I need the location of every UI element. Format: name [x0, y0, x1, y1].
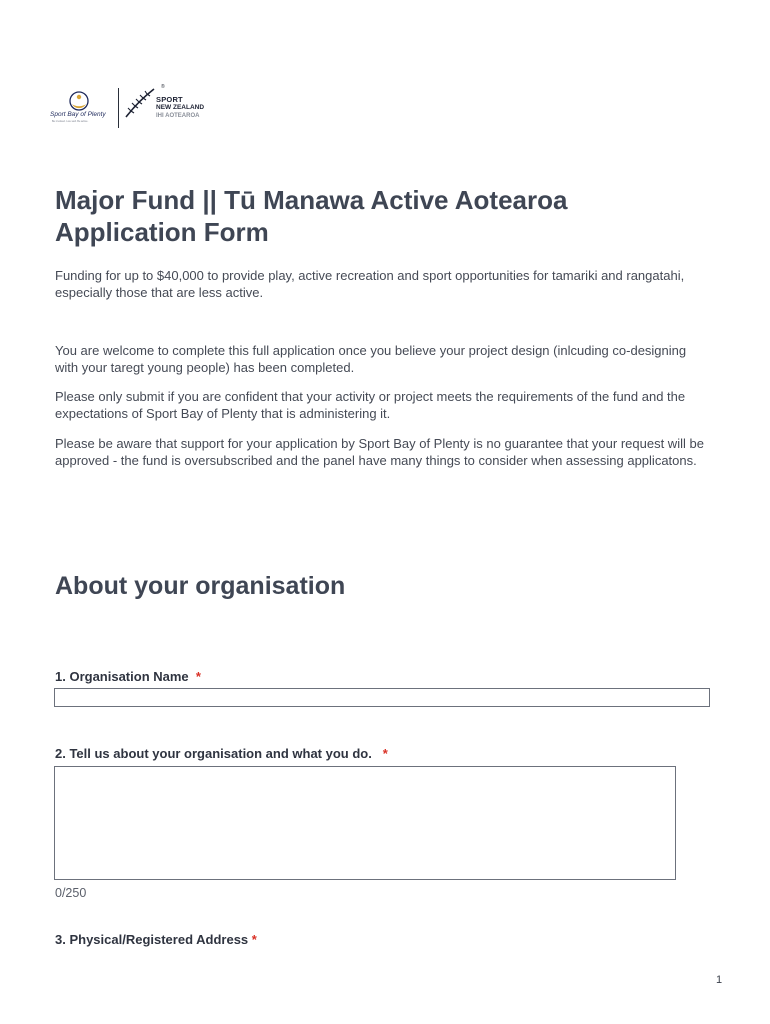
form-title: Major Fund || Tū Manawa Active Aotearoa Application Form: [55, 185, 568, 247]
header-logos: [50, 84, 220, 130]
form-paragraph: You are welcome to complete this full application once you believe your project design (inlcuding co-designing with your taregt young people) has been completed.: [55, 343, 687, 375]
question-2-label: [55, 746, 388, 761]
required-marker: *: [195, 669, 201, 684]
silver-fern-icon: [123, 86, 157, 120]
sport-bop-crescent-icon: [66, 90, 92, 112]
organisation-description-textarea[interactable]: [54, 766, 676, 880]
character-count: 0/250: [55, 886, 87, 900]
page-number: 1: [716, 974, 723, 986]
sport-bop-logo-text: Sport Bay of Plenty: [50, 111, 106, 118]
required-marker: *: [382, 746, 388, 761]
question-1-text: 1. Organisation Name: [55, 669, 189, 684]
question-1-label: [55, 669, 201, 684]
sport-nz-line2: NEW ZEALAND: [156, 104, 205, 111]
sport-nz-line1: SPORT: [156, 95, 183, 104]
question-2-text: 2. Tell us about your organisation and what you do.: [55, 746, 372, 761]
sport-bop-logo: [50, 90, 112, 126]
organisation-name-input[interactable]: [54, 688, 710, 707]
form-paragraph: Please be aware that support for your application by Sport Bay of Plenty is no guarantee that your request will be approved - the fund is oversubscribed and the panel have many things to consider when assessing applicatons.: [55, 436, 704, 468]
registered-mark: ®: [161, 84, 165, 90]
form-intro: Funding for up to $40,000 to provide play, active recreation and sport opportunities for tamariki and rangatahi, especially those that are less active.: [55, 268, 685, 300]
question-3-label: [55, 932, 257, 947]
question-3-text: 3. Physical/Registered Address: [55, 932, 249, 947]
required-marker: *: [251, 932, 257, 947]
section-title: About your organisation: [55, 572, 346, 600]
sport-bop-tagline: Be involved. Live well. Be active.: [52, 120, 89, 123]
sport-nz-line3: IHI AOTEAROA: [156, 113, 200, 119]
sport-nz-logo-text: [156, 96, 204, 120]
form-paragraph: Please only submit if you are confident that your activity or project meets the requirements of the fund and the expectations of Sport Bay of Plenty that is administering it.: [55, 389, 686, 421]
logo-divider: [118, 88, 119, 128]
